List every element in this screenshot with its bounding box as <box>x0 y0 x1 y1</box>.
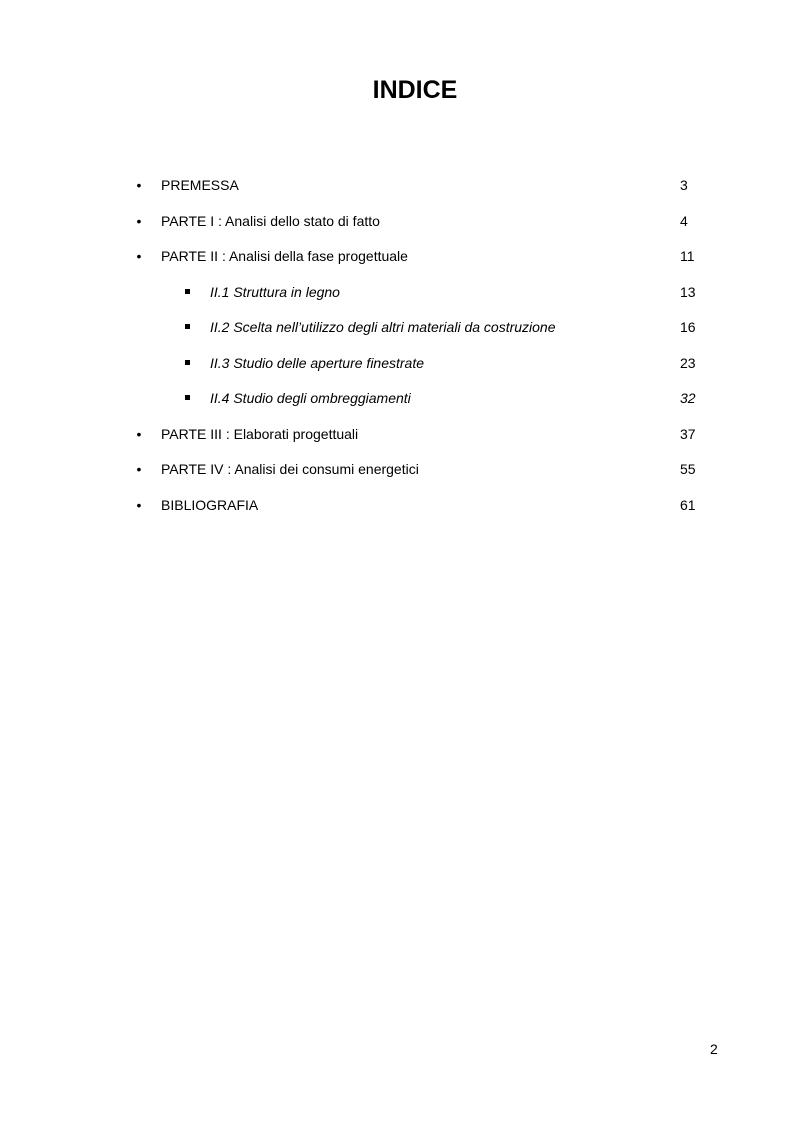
toc-entry-page: 11 <box>680 248 695 264</box>
toc-entry-label: BIBLIOGRAFIA <box>161 496 259 513</box>
toc-entry-label: II.3 Studio delle aperture finestrate <box>210 354 425 371</box>
toc-entry-label: PREMESSA <box>161 177 239 193</box>
toc-entry-label: II.1 Struttura in legno <box>210 283 340 300</box>
toc-entry-parte-2[interactable] <box>0 246 793 282</box>
toc-entry-page: 16 <box>680 319 696 335</box>
toc-entry-parte-4[interactable] <box>0 459 793 495</box>
toc-entry-page: 32 <box>680 390 696 406</box>
toc-entry-label: PARTE II : Analisi della fase progettuale <box>161 248 408 264</box>
square-bullet-icon <box>185 289 190 294</box>
bullet-icon: • <box>136 461 142 477</box>
toc-entry-page: 37 <box>680 425 696 442</box>
toc-entry-label: PARTE IV : Analisi dei consumi energetici <box>161 461 419 477</box>
bullet-icon: • <box>136 496 142 513</box>
bullet-icon: • <box>136 177 142 193</box>
toc-entry-label: PARTE III : Elaborati progettuali <box>161 425 359 442</box>
toc-entry-page: 55 <box>680 461 696 477</box>
table-of-contents <box>0 175 793 530</box>
bullet-icon: • <box>136 248 142 264</box>
page-title: INDICE <box>372 76 458 104</box>
bullet-icon: • <box>136 425 142 442</box>
square-bullet-icon <box>185 395 190 400</box>
toc-subentry-2-2[interactable] <box>0 317 793 353</box>
square-bullet-icon <box>185 324 190 329</box>
toc-entry-bibliografia[interactable] <box>0 495 793 531</box>
toc-subentry-2-3[interactable] <box>0 353 793 389</box>
toc-entry-page: 3 <box>680 177 688 193</box>
toc-entry-page: 4 <box>680 212 688 229</box>
toc-entry-parte-1[interactable] <box>0 211 793 247</box>
toc-entry-label: II.4 Studio degli ombreggiamenti <box>210 390 411 406</box>
toc-entry-premessa[interactable] <box>0 175 793 211</box>
toc-entry-page: 23 <box>680 354 696 371</box>
toc-subentry-2-1[interactable] <box>0 282 793 318</box>
page-number: 2 <box>710 1041 718 1057</box>
toc-subentry-2-4[interactable] <box>0 388 793 424</box>
toc-entry-label: PARTE I : Analisi dello stato di fatto <box>161 212 380 229</box>
bullet-icon: • <box>136 212 142 229</box>
toc-entry-page: 13 <box>680 283 696 300</box>
square-bullet-icon <box>185 360 190 365</box>
toc-entry-page: 61 <box>680 496 696 513</box>
toc-entry-parte-3[interactable] <box>0 424 793 460</box>
toc-entry-label: II.2 Scelta nell’utilizzo degli altri materiali da costruzione <box>210 319 556 335</box>
